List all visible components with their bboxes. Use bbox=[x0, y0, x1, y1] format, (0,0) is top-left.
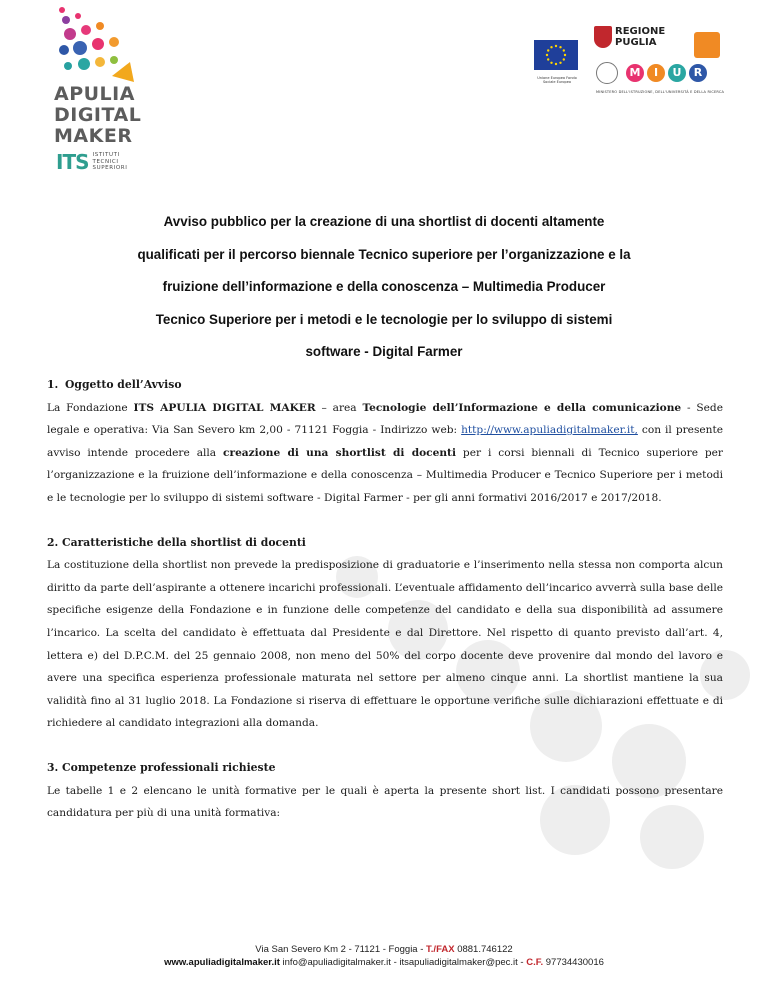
footer-contacts: www.apuliadigitalmaker.it info@apuliadigitalmaker.it - itsapuliadigitalmaker@pec.it - C.F. 97734430016 bbox=[164, 957, 604, 968]
title-line: fruizione dell’informazione e della conoscenza – Multimedia Producer bbox=[162, 279, 606, 294]
regione-puglia-text: REGIONE PUGLIA bbox=[615, 26, 666, 48]
its-caption: ISTITUTI TECNICI SUPERIORI bbox=[92, 152, 128, 172]
regione-puglia-logo bbox=[594, 26, 665, 48]
website-link[interactable]: http://www.apuliadigitalmaker.it, bbox=[461, 424, 638, 437]
miur-letter: U bbox=[668, 64, 686, 82]
miur-letter: R bbox=[689, 64, 707, 82]
miur-letter: M bbox=[626, 64, 644, 82]
page-footer bbox=[0, 943, 768, 969]
section-1-heading: 1. Oggetto dell’Avviso bbox=[47, 378, 182, 391]
section-1-body: La Fondazione ITS APULIA DIGITAL MAKER – area Tecnologie dell’Informazione e della comunicazione - Sede legale e operativa: Via San Severo km 2,00 - 71121 Foggia - Indirizzo web: http://www.apuliadigitalmaker.it, con il presente avviso intende procedere alla creazione di una shortlist di docenti per i corsi biennali di Tecnico superiore per l’organizzazione e la fruizione dell’informazione e della conoscenza – Multimedia Producer e Tecnico Superiore per i metodi e le tecnologie per lo sviluppo di sistemi software - Digital Farmer - per gli anni formativi 2016/2017 e 2017/2018. bbox=[47, 401, 724, 504]
title-line: qualificati per il percorso biennale Tecnico superiore per l’organizzazione e la bbox=[137, 246, 631, 262]
eu-caption: Unione Europea Fondo Sociale Europeo bbox=[537, 76, 577, 84]
title-line: software - Digital Farmer bbox=[305, 344, 463, 359]
title-line: Tecnico Superiore per i metodi e le tecnologie per lo sviluppo di sistemi bbox=[155, 311, 613, 327]
its-logo bbox=[56, 150, 127, 174]
section-2-heading: 2. Caratteristiche della shortlist di docenti bbox=[47, 535, 306, 549]
document-title bbox=[100, 206, 668, 369]
puglia-shield-icon bbox=[594, 26, 612, 48]
logo-wordmark: APULIA DIGITAL MAKER bbox=[54, 83, 142, 147]
republic-emblem-icon bbox=[596, 62, 618, 84]
its-mark: ITS bbox=[56, 150, 89, 174]
document-body bbox=[47, 374, 723, 825]
miur-logo bbox=[626, 64, 707, 82]
section-2-body: La costituzione della shortlist non prevede la predisposizione di graduatorie e l’inserimento nella stessa non comporta alcun diritto da parte dell’aspirante a ottenere incarichi professionali. L’eventuale affidamento dell’incarico avverrà sulla base delle specifiche esigenze della Fondazione e in funzione delle competenze del candidato e della sua disponibilità ad assumere l’incarico. La scelta del candidato è effettuata dal Presidente e dal Direttore. Nel rispetto di quanto previsto dall’art. 4, lettera e) del D.P.C.M. del 25 gennaio 2008, non meno del 50% del corpo docente deve provenire dal mondo del lavoro e avere una specifica esperienza professionale maturata nel settore per almeno cinque anni. La shortlist mantiene la sua validità fino al 31 luglio 2018. La Fondazione si riserva di effettuare le opportune verifiche sulle dichiarazioni effettuate e di richiedere al candidato integrazioni alla domanda. bbox=[47, 559, 723, 730]
eu-logo bbox=[534, 40, 580, 84]
partner-logo-icon bbox=[694, 32, 720, 58]
miur-letter: I bbox=[647, 64, 665, 82]
eu-flag-icon bbox=[534, 40, 578, 70]
footer-address: Via San Severo Km 2 - 71121 - Foggia - T./FAX 0881.746122 bbox=[255, 944, 513, 955]
section-3-body: Le tabelle 1 e 2 elencano le unità formative per le quali è aperta la presente short list. I candidati possono presentare candidatura per più di una unità formativa: bbox=[47, 784, 723, 820]
miur-caption: MINISTERO DELL'ISTRUZIONE, DELL'UNIVERSITÀ E DELLA RICERCA bbox=[596, 90, 725, 94]
title-line: Avviso pubblico per la creazione di una shortlist di docenti altamente bbox=[163, 214, 605, 229]
section-3-heading: 3. Competenze professionali richieste bbox=[47, 760, 276, 774]
